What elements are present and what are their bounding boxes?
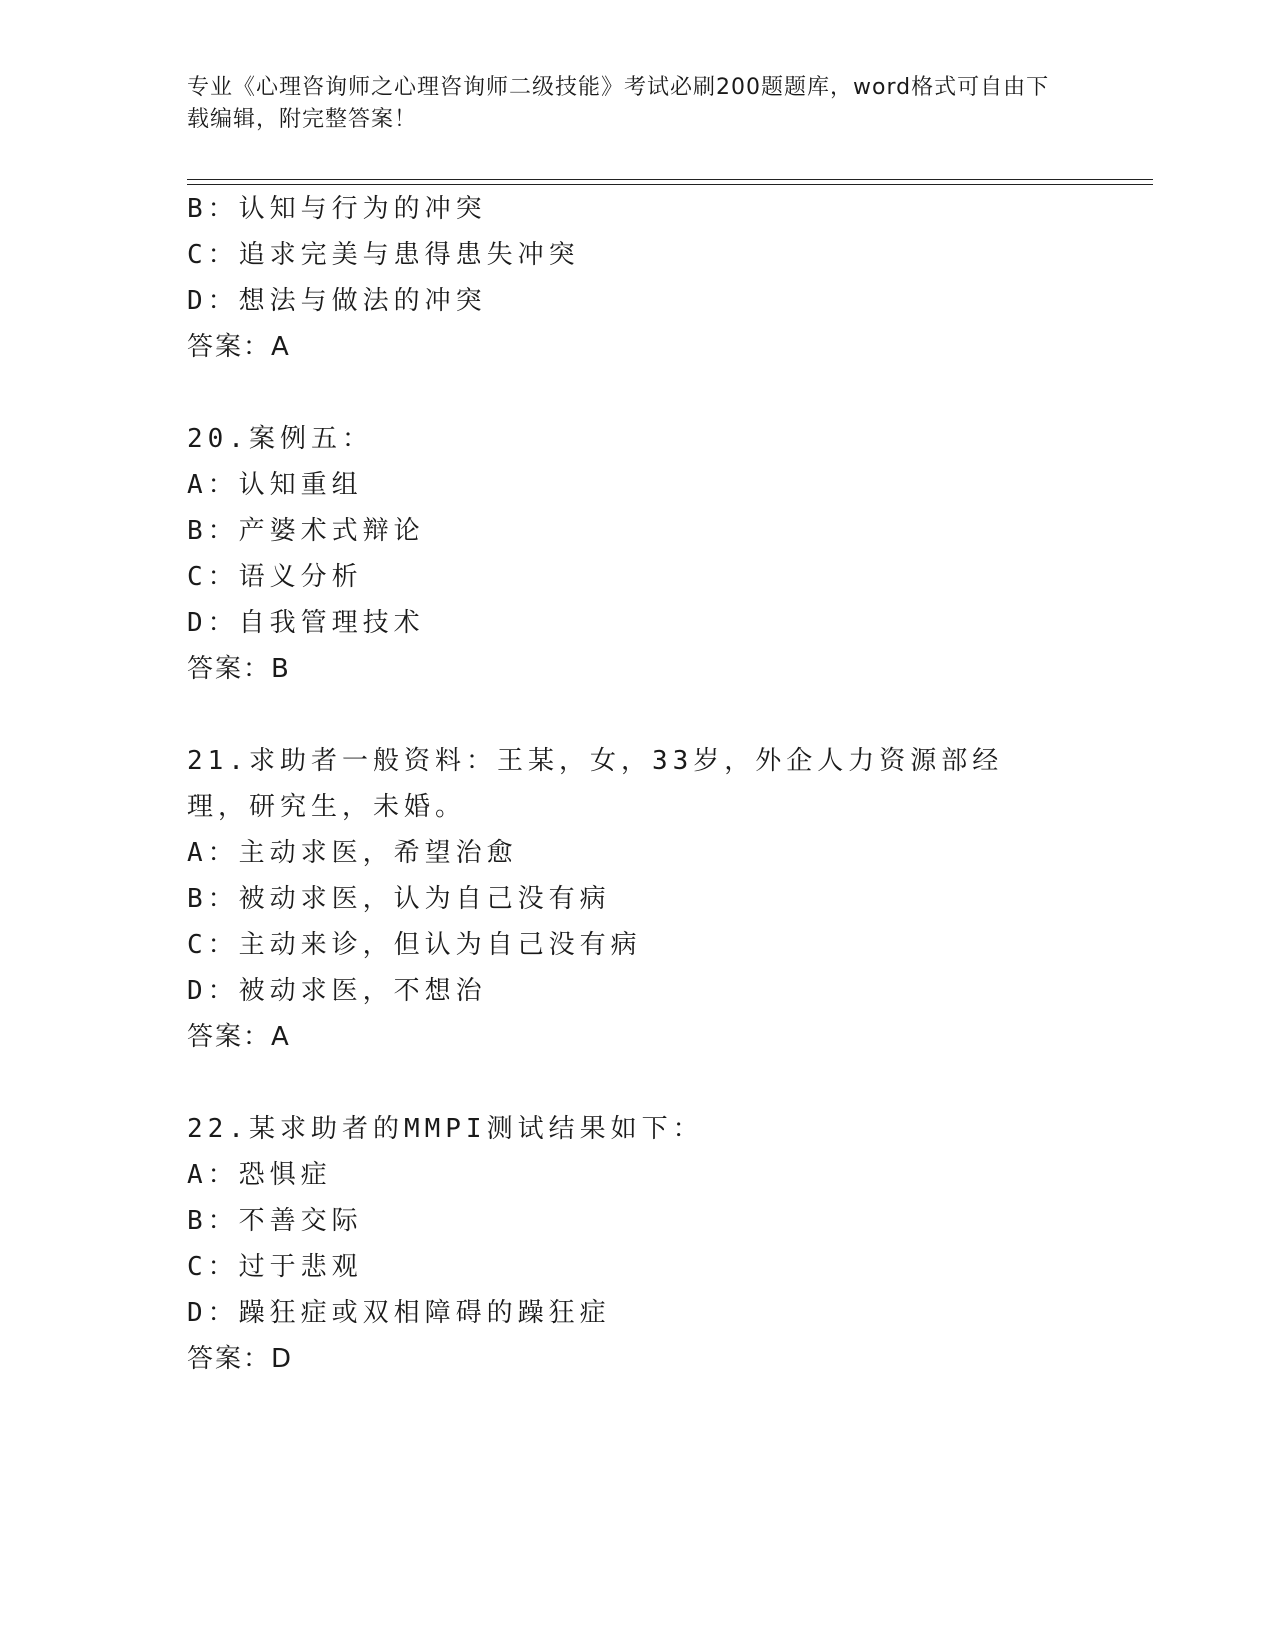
option-a: A：认知重组 (187, 470, 363, 500)
option-d: D：自我管理技术 (187, 608, 425, 638)
question-20 (187, 416, 1087, 692)
option-c: C：过于悲观 (187, 1252, 363, 1282)
option-d: D：想法与做法的冲突 (187, 286, 487, 316)
spacer (187, 370, 1087, 416)
option-c: C：主动来诊，但认为自己没有病 (187, 930, 642, 960)
question-stem: 22.某求助者的MMPI测试结果如下： (187, 1114, 704, 1144)
answer: 答案：A (187, 332, 291, 362)
document-header: 专业《心理咨询师之心理咨询师二级技能》考试必刷200题题库，word格式可自由下载编辑，附完整答案！ (187, 75, 1050, 132)
answer: 答案：B (187, 654, 291, 684)
option-d: D：躁狂症或双相障碍的躁狂症 (187, 1298, 611, 1328)
question-stem: 20.案例五： (187, 424, 373, 454)
header-rule-top (187, 179, 1153, 180)
option-c: C：追求完美与患得患失冲突 (187, 240, 580, 270)
question-19 (187, 186, 1087, 370)
option-c: C：语义分析 (187, 562, 363, 592)
spacer (187, 1060, 1087, 1106)
answer: 答案：D (187, 1344, 294, 1374)
option-d: D：被动求医，不想治 (187, 976, 487, 1006)
option-b: B：认知与行为的冲突 (187, 194, 487, 224)
answer: 答案：A (187, 1022, 291, 1052)
question-22 (187, 1106, 1087, 1382)
option-a: A：恐惧症 (187, 1160, 332, 1190)
question-21 (187, 738, 1087, 1060)
header-rule-bottom (187, 184, 1153, 185)
question-list (187, 186, 1087, 1382)
option-b: B：被动求医，认为自己没有病 (187, 884, 611, 914)
option-a: A：主动求医，希望治愈 (187, 838, 518, 868)
option-b: B：不善交际 (187, 1206, 363, 1236)
option-b: B：产婆术式辩论 (187, 516, 425, 546)
question-stem: 21.求助者一般资料：王某，女，33岁，外企人力资源部经理，研究生，未婚。 (187, 746, 1004, 822)
spacer (187, 692, 1087, 738)
